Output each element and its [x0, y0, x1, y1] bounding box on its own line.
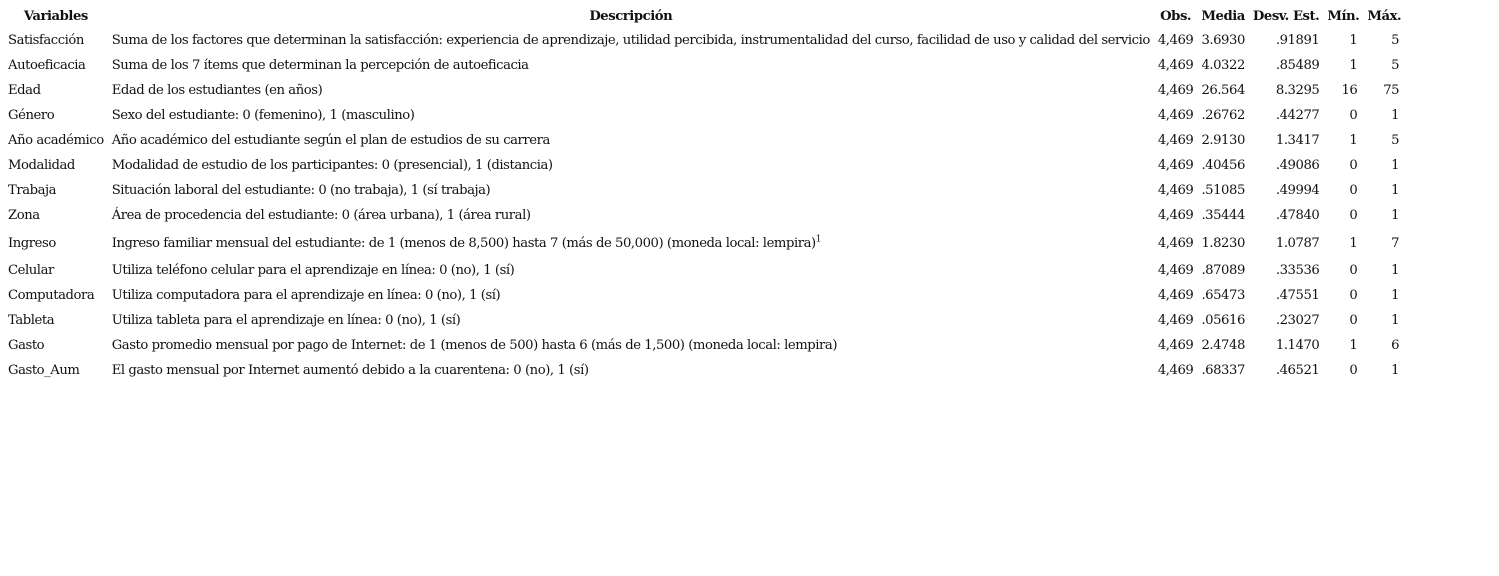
cell-obs: 4,469	[1157, 235, 1194, 251]
cell-description: Utiliza computadora para el aprendizaje en línea: 0 (no), 1 (sí)	[111, 288, 501, 303]
table-row	[4, 358, 1405, 383]
cell-obs: 4,469	[1157, 58, 1194, 73]
cell-min: 1	[1349, 58, 1358, 73]
cell-sd: .49994	[1275, 183, 1320, 198]
cell-description: Área de procedencia del estudiante: 0 (área urbana), 1 (área rural)	[111, 208, 531, 223]
cell-obs: 4,469	[1157, 363, 1194, 378]
header-sd: Desv. Est.	[1252, 8, 1320, 24]
cell-variable: Ingreso	[8, 235, 56, 251]
table-row	[4, 53, 1405, 78]
cell-min: 0	[1349, 288, 1358, 303]
cell-min: 0	[1349, 263, 1358, 278]
cell-sd: .47551	[1275, 288, 1320, 303]
table-row	[4, 78, 1405, 103]
cell-max: 75	[1383, 83, 1400, 98]
cell-max: 1	[1391, 208, 1400, 223]
table-body	[4, 28, 1405, 383]
cell-obs: 4,469	[1157, 288, 1194, 303]
cell-max: 7	[1391, 235, 1400, 251]
cell-mean: .51085	[1201, 183, 1245, 198]
cell-sd: .91891	[1275, 33, 1320, 48]
header-max: Máx.	[1367, 8, 1402, 24]
cell-max: 1	[1391, 158, 1400, 173]
table-row	[4, 103, 1405, 128]
table-row	[4, 333, 1405, 358]
cell-variable: Zona	[8, 208, 40, 223]
cell-variable: Género	[8, 108, 55, 123]
cell-sd: .49086	[1275, 158, 1320, 173]
cell-min: 0	[1349, 158, 1358, 173]
cell-max: 1	[1391, 363, 1400, 378]
header-row	[4, 4, 1405, 28]
cell-variable: Año académico	[8, 133, 104, 148]
cell-sd: 1.3417	[1275, 133, 1320, 148]
cell-min: 1	[1349, 338, 1358, 353]
table-row	[4, 308, 1405, 333]
table-row	[4, 228, 1405, 258]
header-obs: Obs.	[1160, 8, 1192, 24]
cell-max: 5	[1391, 33, 1400, 48]
cell-description: Suma de los 7 ítems que determinan la percepción de autoeficacia	[111, 58, 529, 73]
cell-max: 1	[1391, 313, 1400, 328]
cell-variable: Trabaja	[8, 183, 57, 198]
cell-max: 1	[1391, 183, 1400, 198]
cell-obs: 4,469	[1157, 108, 1194, 123]
cell-variable: Gasto	[8, 338, 45, 353]
cell-variable: Celular	[8, 263, 54, 278]
table-row	[4, 283, 1405, 308]
table-row	[4, 128, 1405, 153]
cell-obs: 4,469	[1157, 183, 1194, 198]
cell-obs: 4,469	[1157, 133, 1194, 148]
cell-max: 1	[1391, 263, 1400, 278]
table-row	[4, 203, 1405, 228]
header-min: Mín.	[1327, 8, 1360, 24]
cell-variable: Modalidad	[8, 158, 75, 173]
cell-min: 0	[1349, 313, 1358, 328]
cell-description: Año académico del estudiante según el plan de estudios de su carrera	[111, 133, 550, 148]
table-row	[4, 258, 1405, 283]
cell-variable: Gasto_Aum	[8, 363, 80, 378]
cell-min: 0	[1349, 108, 1358, 123]
table-row	[4, 28, 1405, 53]
header-variables: Variables	[23, 8, 88, 24]
cell-min: 0	[1349, 363, 1358, 378]
cell-description: Utiliza teléfono celular para el aprendizaje en línea: 0 (no), 1 (sí)	[111, 263, 515, 278]
cell-variable: Autoeficacia	[8, 58, 86, 73]
cell-obs: 4,469	[1157, 83, 1194, 98]
cell-mean: .05616	[1201, 313, 1245, 328]
cell-variable: Computadora	[8, 288, 95, 303]
cell-description: El gasto mensual por Internet aumentó debido a la cuarentena: 0 (no), 1 (sí)	[111, 363, 589, 378]
cell-mean: 3.6930	[1201, 33, 1245, 48]
cell-sd: .47840	[1275, 208, 1320, 223]
cell-mean: .26762	[1201, 108, 1245, 123]
cell-sd: .46521	[1275, 363, 1320, 378]
cell-min: 1	[1349, 133, 1358, 148]
cell-description: Utiliza tableta para el aprendizaje en línea: 0 (no), 1 (sí)	[111, 313, 461, 328]
cell-min: 16	[1341, 83, 1358, 98]
cell-sd: .85489	[1275, 58, 1320, 73]
table-header	[4, 4, 1405, 28]
cell-max: 5	[1391, 58, 1400, 73]
cell-variable: Edad	[8, 83, 41, 98]
cell-obs: 4,469	[1157, 338, 1194, 353]
cell-description: Situación laboral del estudiante: 0 (no trabaja), 1 (sí trabaja)	[111, 183, 491, 198]
cell-obs: 4,469	[1157, 158, 1194, 173]
cell-mean: .65473	[1201, 288, 1245, 303]
cell-min: 0	[1349, 183, 1358, 198]
cell-sd: .23027	[1275, 313, 1320, 328]
cell-mean: 1.8230	[1201, 235, 1245, 251]
cell-description: Gasto promedio mensual por pago de Internet: de 1 (menos de 500) hasta 6 (más de 1,500) (moneda local: lempira)	[111, 338, 838, 353]
cell-mean: 4.0322	[1201, 58, 1245, 73]
cell-description	[108, 228, 1154, 258]
cell-max: 6	[1391, 338, 1400, 353]
header-mean: Media	[1201, 8, 1245, 24]
cell-mean: 2.4748	[1201, 338, 1245, 353]
cell-obs: 4,469	[1157, 33, 1194, 48]
cell-sd: 1.1470	[1275, 338, 1320, 353]
cell-mean: .87089	[1201, 263, 1245, 278]
descriptive-statistics-table-container	[4, 4, 1405, 383]
cell-description: Suma de los factores que determinan la satisfacción: experiencia de aprendizaje, utilidad percibida, instrumentalidad del curso, facilidad de uso y calidad del servicio	[111, 33, 1150, 48]
cell-max: 5	[1391, 133, 1400, 148]
cell-description: Sexo del estudiante: 0 (femenino), 1 (masculino)	[111, 108, 415, 123]
cell-variable: Satisfacción	[8, 33, 84, 48]
cell-sd: .33536	[1275, 263, 1320, 278]
cell-max: 1	[1391, 108, 1400, 123]
cell-mean: 2.9130	[1201, 133, 1245, 148]
cell-min: 0	[1349, 208, 1358, 223]
description-text: Ingreso familiar mensual del estudiante: de 1 (menos de 8,500) hasta 7 (más de 50,000) (moneda local: lempira)	[111, 235, 816, 251]
cell-description: Edad de los estudiantes (en años)	[111, 83, 323, 98]
cell-mean: .68337	[1201, 363, 1245, 378]
cell-sd: 1.0787	[1275, 235, 1320, 251]
cell-obs: 4,469	[1157, 313, 1194, 328]
cell-mean: 26.564	[1201, 83, 1245, 98]
cell-sd: .44277	[1275, 108, 1320, 123]
table-row	[4, 178, 1405, 203]
cell-obs: 4,469	[1157, 208, 1194, 223]
cell-variable: Tableta	[8, 313, 55, 328]
cell-sd: 8.3295	[1275, 83, 1320, 98]
cell-max: 1	[1391, 288, 1400, 303]
header-description: Descripción	[589, 8, 673, 24]
descriptive-statistics-table	[4, 4, 1405, 383]
cell-mean: .40456	[1201, 158, 1245, 173]
cell-min: 1	[1349, 33, 1358, 48]
cell-description: Modalidad de estudio de los participantes: 0 (presencial), 1 (distancia)	[111, 158, 553, 173]
cell-obs: 4,469	[1157, 263, 1194, 278]
table-row	[4, 153, 1405, 178]
footnote-marker: 1	[815, 234, 821, 245]
cell-mean: .35444	[1201, 208, 1245, 223]
cell-min: 1	[1349, 235, 1358, 251]
